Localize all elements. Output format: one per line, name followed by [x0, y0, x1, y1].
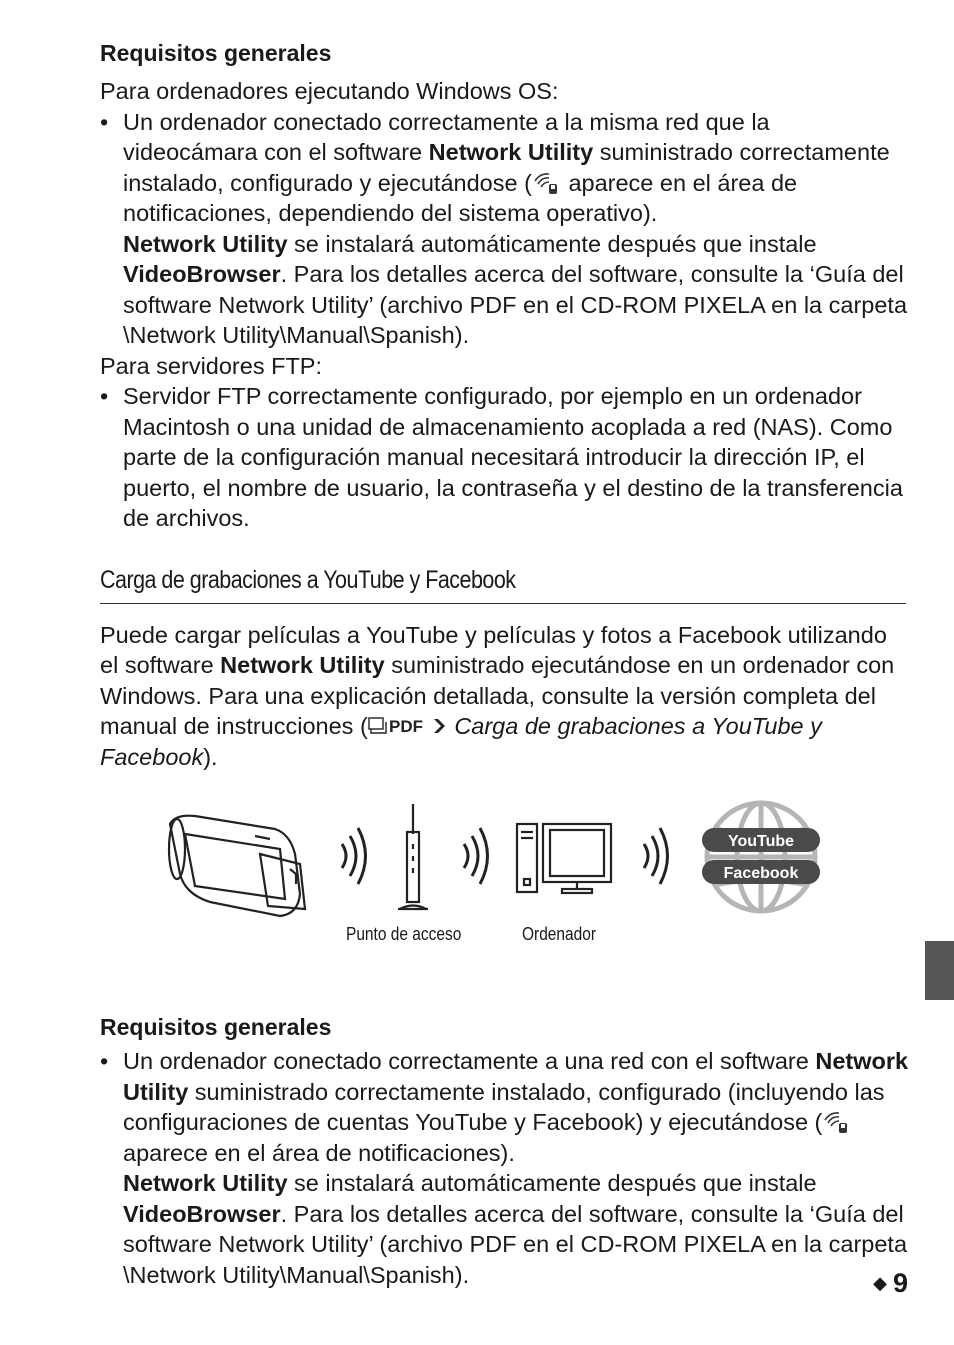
windows-intro: Para ordenadores ejecutando Windows OS: [100, 78, 559, 104]
bullet-dot: • [100, 108, 109, 135]
wifi-tray-icon [532, 171, 562, 195]
wifi-tray-icon [822, 1110, 852, 1134]
access-point-icon [398, 804, 428, 909]
section-title: Carga de grabaciones a YouTube y Facebook [100, 566, 906, 604]
wireless-wave-icon [464, 828, 488, 884]
camcorder-icon [169, 816, 305, 916]
globe-icon [707, 803, 815, 911]
page-number: ◆ 9 [873, 1268, 908, 1298]
wireless-wave-icon [644, 828, 668, 884]
network-utility-label: Network Utility [428, 139, 594, 165]
chapter-tab [925, 941, 954, 1000]
list-item-ftp: • Servidor FTP correctamente configurado, por ejemplo en un ordenador Macintosh o una unidad de almacenamiento acoplada a red (NAS). Como parte de la configuración manual necesitará introducir la dirección IP, el puerto, el nombre de usuario, la contraseña y el destino de la transferencia de archivos. [100, 383, 903, 531]
bullet-dot: • [100, 1048, 109, 1074]
svg-text:PDF: PDF [388, 717, 423, 736]
section1-heading: Requisitos generales [100, 40, 332, 66]
computer-caption: Ordenador [522, 924, 597, 944]
page-content [100, 38, 910, 1290]
section3-heading: Requisitos generales [100, 1014, 332, 1040]
access-point-caption: Punto de acceso [346, 924, 462, 944]
list-item-requirements: • Un ordenador conectado correctamente a una red con el software Network Utility suministrado correctamente instalado, configurado (incluyendo las configuraciones de cuentas YouTube y Facebook) y ejecutándose ( aparece en el área de notificaciones). Network Utility se instalará automáticamente después que instale VideoBrowser. Para los detalles acerca del software, consulte la ‘Guía del software Network Utility’ (archivo PDF en el CD-ROM PIXELA en la carpeta \Network Utility\Manual\Spanish). [100, 1048, 909, 1288]
list-item-windows: • Un ordenador conectado correctamente a la misma red que la videocámara con el software Network Utility suministrado correctamente instalado, configurado y ejecutándose ( aparece en el área de notificaciones, dependiendo del sistema operativo). Network Utility se instalará automáticamente después que instale VideoBrowser. Para los detalles acerca del software, consulte la ‘Guía del software Network Utility’ (archivo PDF en el CD-ROM PIXELA en la carpeta \Network Utility\Manual\Spanish). [100, 108, 908, 348]
youtube-label: YouTube [727, 833, 795, 850]
facebook-badge [702, 860, 820, 884]
ftp-intro: Para servidores FTP: [100, 352, 323, 379]
bullet-dot: • [100, 383, 109, 409]
computer-icon [517, 824, 611, 893]
network-diagram [100, 794, 910, 1014]
youtube-facebook-paragraph: Puede cargar películas a YouTube y películas y fotos a Facebook utilizando el software Network Utility suministrado ejecutándose en un ordenador con Windows. Para una explicación detallada, consulte la versión completa del manual de instrucciones ( PDF Carga de grabaciones a YouTube y Facebook). [100, 621, 895, 770]
diagram-graphic [100, 794, 910, 1014]
facebook-label: Facebook [723, 865, 799, 882]
diamond-icon: ◆ [873, 1273, 887, 1293]
youtube-badge [702, 828, 820, 852]
wireless-wave-icon [342, 828, 366, 884]
pdf-reference-icon [368, 715, 448, 737]
videobrowser-label: VideoBrowser [123, 261, 281, 287]
